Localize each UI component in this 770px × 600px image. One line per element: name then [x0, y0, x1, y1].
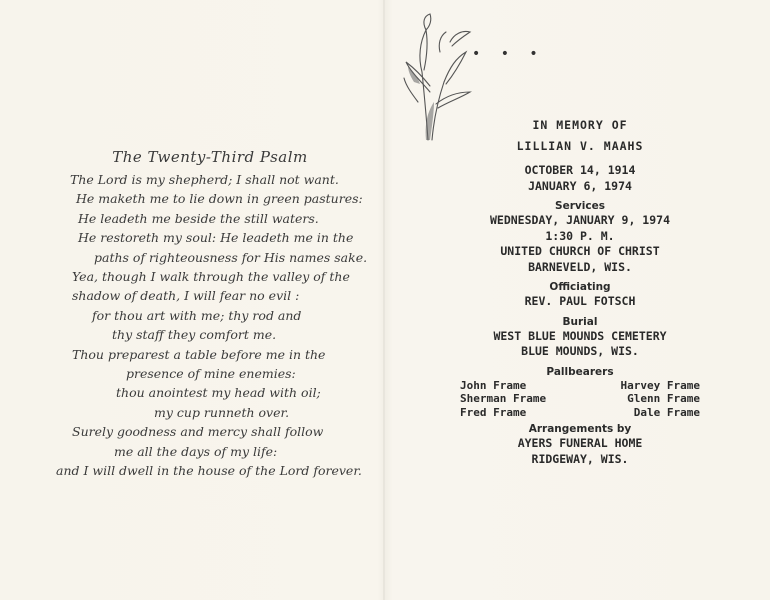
pallbearer: John Frame	[460, 378, 527, 392]
church-name: UNITED CHURCH OF CHRIST	[500, 244, 660, 258]
pallbearer-row	[450, 406, 710, 420]
psalm-line: He leadeth me beside the still waters.	[78, 210, 319, 226]
memorial-heading: IN MEMORY OF	[532, 118, 628, 132]
psalm-panel	[40, 148, 370, 481]
psalm-line: thy staff they comfort me.	[112, 327, 277, 343]
memorial-panel	[450, 118, 710, 467]
psalm-line: and I will dwell in the house of the Lord forever.	[56, 463, 362, 479]
decorative-dots: • • •	[472, 46, 546, 62]
services-time: 1:30 P. M.	[545, 228, 615, 243]
psalm-line: Surely goodness and mercy shall follow	[72, 424, 324, 440]
pallbearer: Sherman Frame	[460, 392, 547, 405]
pallbearer: Dale Frame	[633, 405, 700, 419]
church-city: BARNEVELD, WIS.	[528, 259, 632, 274]
pallbearer: Glenn Frame	[627, 392, 700, 405]
psalm-line: shadow of death, I will fear no evil :	[72, 288, 300, 304]
cemetery-city: BLUE MOUNDS, WIS.	[521, 344, 639, 358]
card-fold	[383, 0, 385, 600]
officiant: REV. PAUL FOTSCH	[524, 294, 636, 308]
psalm-line: Yea, though I walk through the valley of the	[72, 269, 350, 285]
pallbearer: Harvey Frame	[620, 378, 700, 392]
deceased-name: LILLIAN V. MAAHS	[516, 138, 644, 153]
birth-date: OCTOBER 14, 1914	[524, 163, 636, 177]
pallbearer-row	[450, 392, 710, 406]
psalm-line: paths of righteousness for His names sake.	[94, 249, 368, 265]
psalm-line: The Lord is my shepherd; I shall not want.	[70, 172, 339, 187]
psalm-line: thou anointest my head with oil;	[116, 385, 321, 401]
psalm-line: He maketh me to lie down in green pastures:	[76, 191, 363, 207]
funeral-home-city: RIDGEWAY, WIS.	[531, 451, 629, 466]
officiating-label: Officiating	[549, 281, 611, 293]
death-date: JANUARY 6, 1974	[528, 178, 632, 193]
burial-label: Burial	[562, 315, 598, 328]
psalm-line: my cup runneth over.	[154, 404, 290, 420]
psalm-line: presence of mine enemies:	[126, 366, 296, 382]
pallbearer-row	[450, 379, 710, 393]
services-date: WEDNESDAY, JANUARY 9, 1974	[489, 213, 670, 227]
psalm-line: me all the days of my life:	[114, 443, 278, 459]
pallbearers-label: Pallbearers	[546, 365, 614, 378]
psalm-line: Thou preparest a table before me in the	[72, 346, 326, 362]
psalm-line: He restoreth my soul: He leadeth me in the	[78, 230, 354, 246]
psalm-title: The Twenty-Third Psalm	[112, 148, 308, 166]
psalm-line: for thou art with me; thy rod and	[92, 307, 302, 323]
pallbearer: Fred Frame	[460, 405, 527, 419]
services-label: Services	[555, 200, 605, 212]
cemetery-name: WEST BLUE MOUNDS CEMETERY	[493, 328, 667, 343]
funeral-home: AYERS FUNERAL HOME	[517, 436, 643, 450]
arrangements-label: Arrangements by	[528, 423, 632, 435]
